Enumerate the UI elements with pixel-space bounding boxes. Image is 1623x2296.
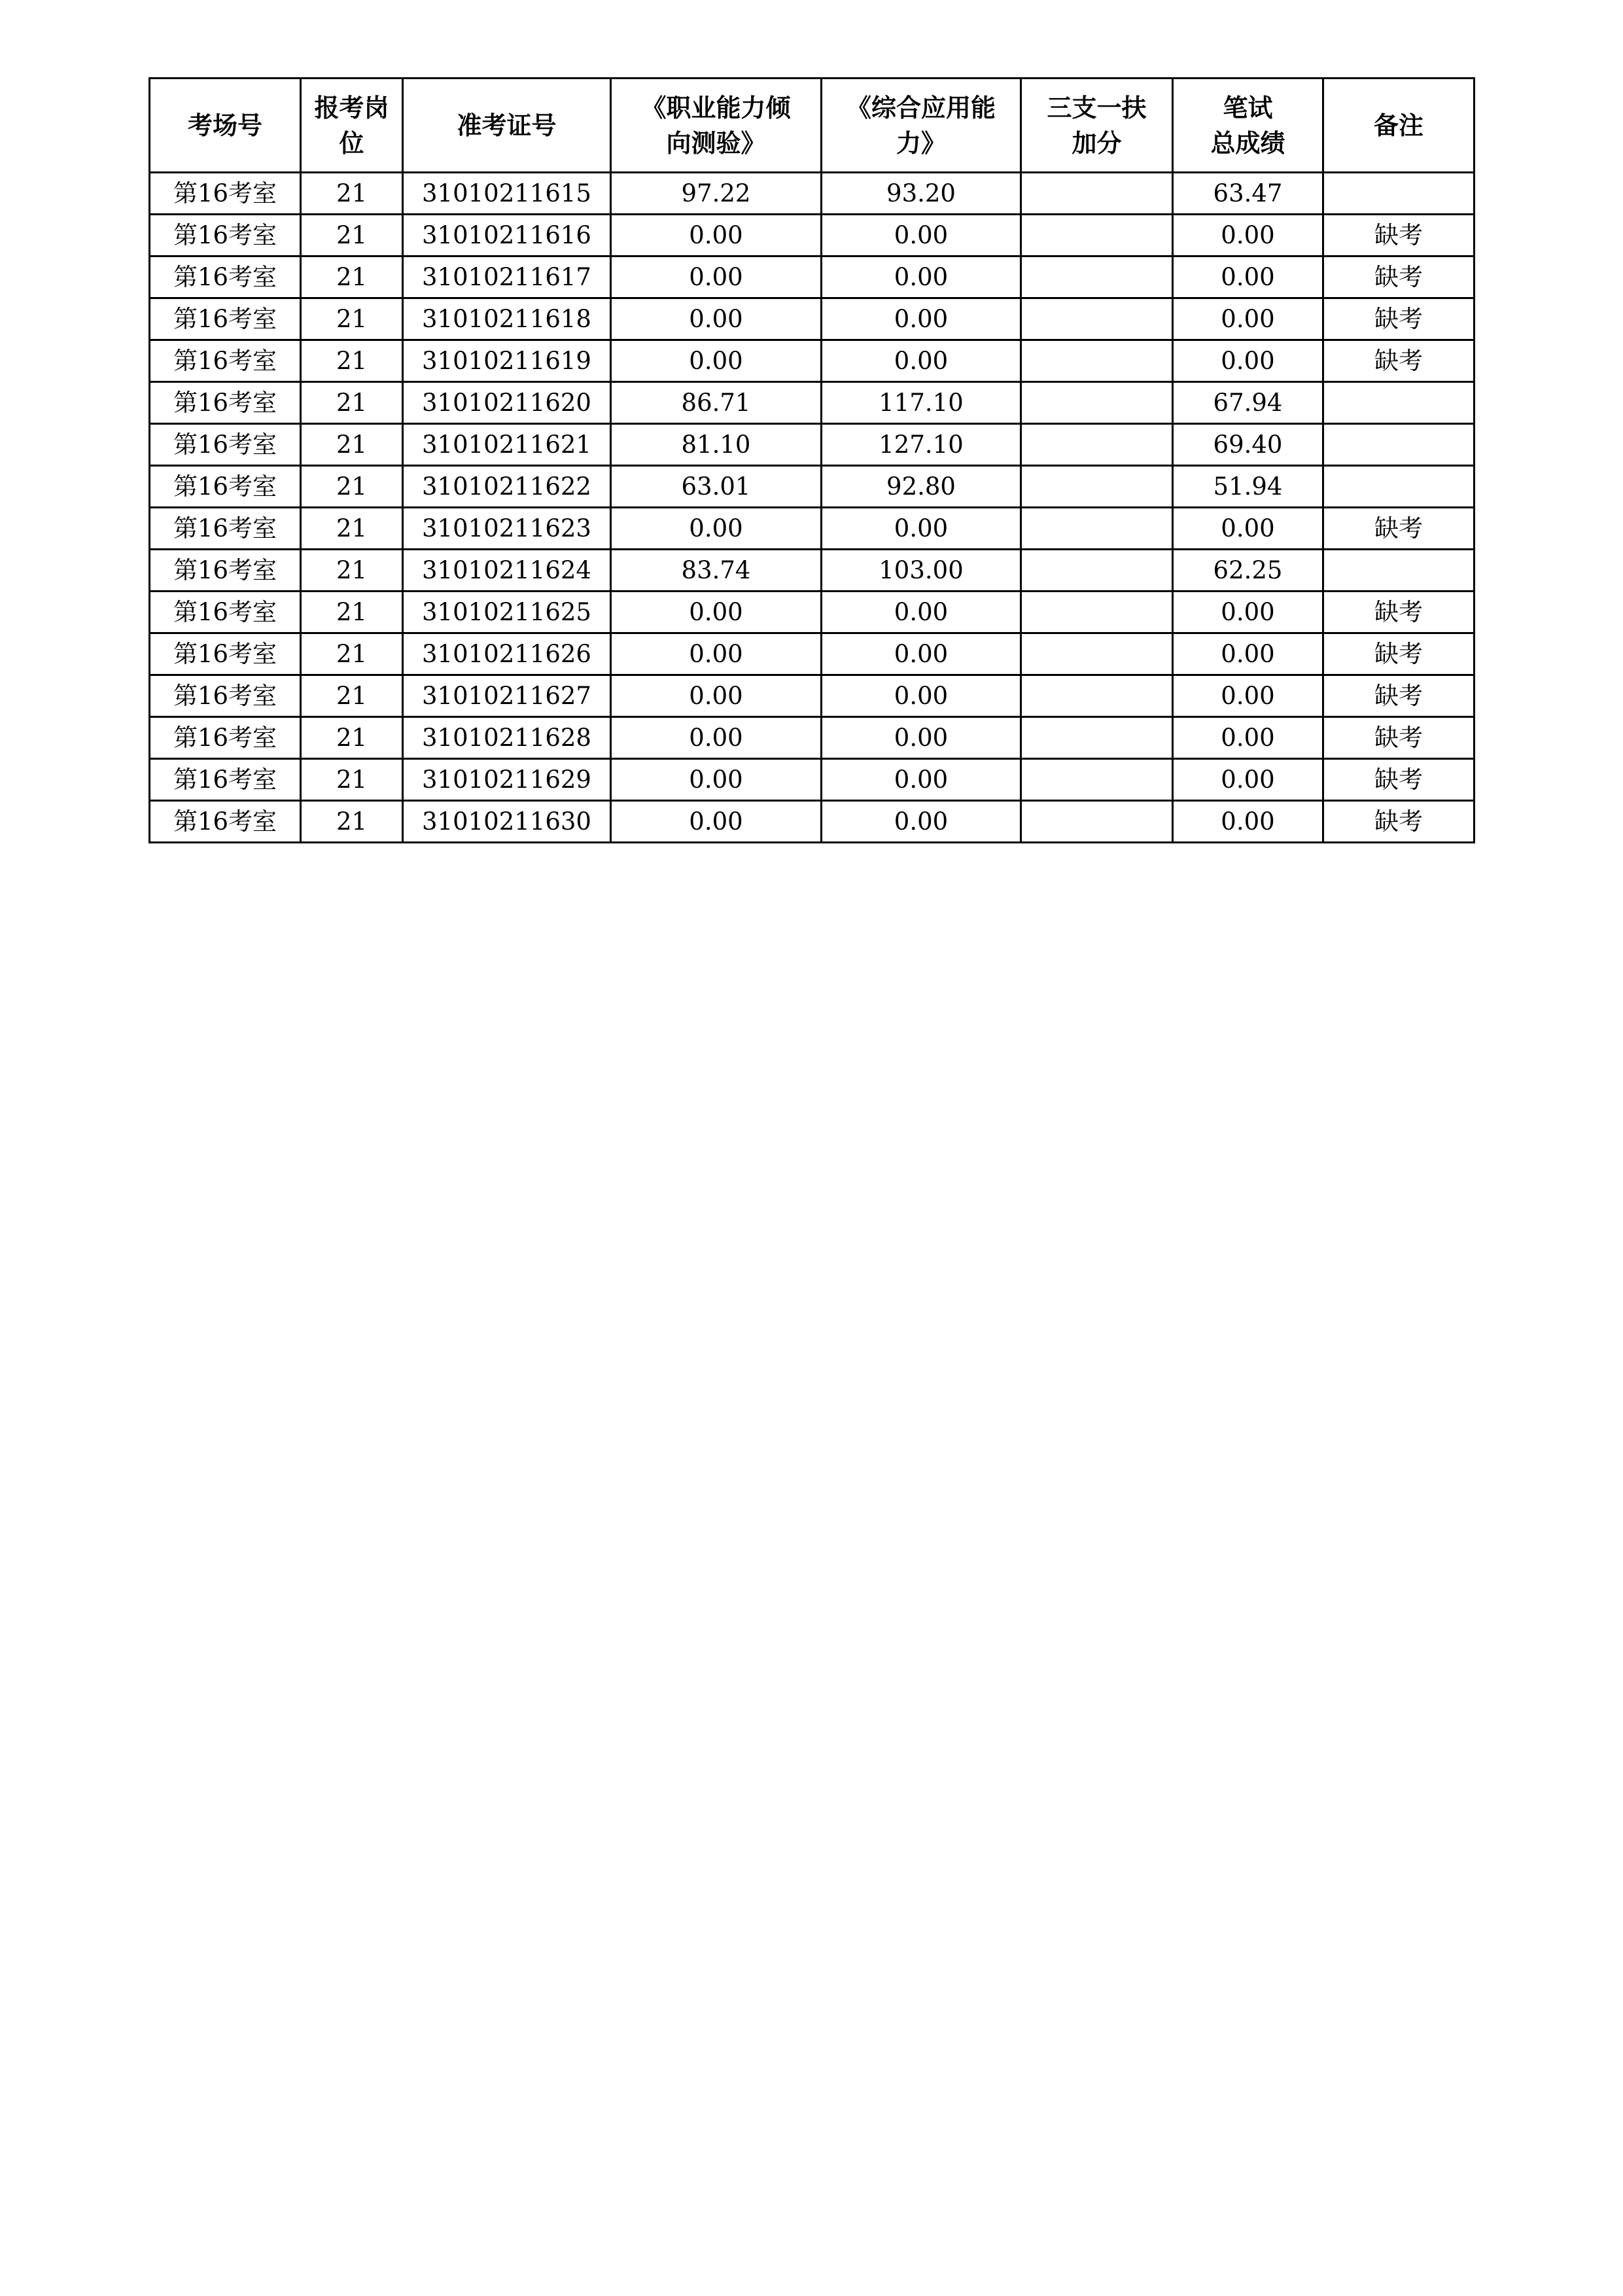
cell-ticket-number: 31010211623 <box>403 508 611 550</box>
cell-bonus-points <box>1021 759 1173 801</box>
cell-ticket-number: 31010211621 <box>403 424 611 466</box>
cell-ticket-number: 31010211616 <box>403 215 611 256</box>
cell-remarks: 缺考 <box>1323 592 1475 633</box>
cell-exam-room: 第16考室 <box>150 215 301 256</box>
table-row <box>150 717 1475 759</box>
cell-written-total: 63.47 <box>1173 173 1323 215</box>
cell-aptitude-score: 0.00 <box>611 717 822 759</box>
cell-applied-score: 0.00 <box>822 759 1021 801</box>
header-applied-ability-line: 力》 <box>896 128 946 158</box>
table-row <box>150 759 1475 801</box>
header-post-line: 位 <box>339 128 364 158</box>
cell-post: 21 <box>301 298 403 340</box>
cell-remarks: 缺考 <box>1323 633 1475 675</box>
header-post-line: 报考岗 <box>314 93 389 122</box>
cell-written-total: 0.00 <box>1173 340 1323 382</box>
cell-written-total: 0.00 <box>1173 675 1323 717</box>
cell-remarks: 缺考 <box>1323 675 1475 717</box>
cell-bonus-points <box>1021 215 1173 256</box>
table-row <box>150 298 1475 340</box>
cell-written-total: 69.40 <box>1173 424 1323 466</box>
cell-applied-score: 0.00 <box>822 340 1021 382</box>
cell-aptitude-score: 0.00 <box>611 759 822 801</box>
cell-post: 21 <box>301 592 403 633</box>
table-row <box>150 173 1475 215</box>
cell-written-total: 0.00 <box>1173 717 1323 759</box>
cell-aptitude-score: 0.00 <box>611 675 822 717</box>
header-aptitude-test <box>611 79 822 173</box>
cell-bonus-points <box>1021 801 1173 843</box>
table-row <box>150 633 1475 675</box>
table-row <box>150 256 1475 298</box>
cell-post: 21 <box>301 717 403 759</box>
cell-post: 21 <box>301 801 403 843</box>
header-written-total-line: 总成绩 <box>1210 128 1285 158</box>
cell-remarks: 缺考 <box>1323 759 1475 801</box>
table-row <box>150 675 1475 717</box>
cell-exam-room: 第16考室 <box>150 592 301 633</box>
cell-ticket-number: 31010211618 <box>403 298 611 340</box>
cell-ticket-number: 31010211629 <box>403 759 611 801</box>
cell-written-total: 0.00 <box>1173 508 1323 550</box>
exam-scores-table <box>148 77 1475 843</box>
header-aptitude-test-line: 《职业能力倾 <box>641 93 791 122</box>
table-row <box>150 508 1475 550</box>
cell-applied-score: 0.00 <box>822 215 1021 256</box>
cell-exam-room: 第16考室 <box>150 173 301 215</box>
cell-bonus-points <box>1021 466 1173 508</box>
cell-remarks: 缺考 <box>1323 508 1475 550</box>
header-written-total-line: 笔试 <box>1223 93 1273 122</box>
cell-bonus-points <box>1021 508 1173 550</box>
header-row <box>150 79 1475 173</box>
cell-exam-room: 第16考室 <box>150 633 301 675</box>
cell-written-total: 0.00 <box>1173 759 1323 801</box>
cell-exam-room: 第16考室 <box>150 675 301 717</box>
cell-written-total: 62.25 <box>1173 550 1323 592</box>
cell-written-total: 0.00 <box>1173 256 1323 298</box>
cell-aptitude-score: 0.00 <box>611 508 822 550</box>
cell-written-total: 0.00 <box>1173 298 1323 340</box>
cell-aptitude-score: 63.01 <box>611 466 822 508</box>
header-aptitude-test-line: 向测验》 <box>666 128 766 158</box>
cell-aptitude-score: 81.10 <box>611 424 822 466</box>
header-exam-room-line: 考场号 <box>187 111 262 140</box>
header-ticket-number <box>403 79 611 173</box>
score-sheet <box>148 77 1475 843</box>
cell-bonus-points <box>1021 382 1173 424</box>
cell-exam-room: 第16考室 <box>150 759 301 801</box>
cell-written-total: 0.00 <box>1173 801 1323 843</box>
cell-ticket-number: 31010211619 <box>403 340 611 382</box>
cell-ticket-number: 31010211627 <box>403 675 611 717</box>
table-body <box>150 173 1475 843</box>
cell-applied-score: 92.80 <box>822 466 1021 508</box>
cell-exam-room: 第16考室 <box>150 382 301 424</box>
cell-written-total: 0.00 <box>1173 633 1323 675</box>
table-row <box>150 215 1475 256</box>
cell-bonus-points <box>1021 675 1173 717</box>
cell-remarks: 缺考 <box>1323 298 1475 340</box>
table-header <box>150 79 1475 173</box>
cell-ticket-number: 31010211620 <box>403 382 611 424</box>
cell-aptitude-score: 83.74 <box>611 550 822 592</box>
cell-exam-room: 第16考室 <box>150 298 301 340</box>
cell-bonus-points <box>1021 633 1173 675</box>
header-remarks <box>1323 79 1475 173</box>
cell-written-total: 67.94 <box>1173 382 1323 424</box>
cell-post: 21 <box>301 675 403 717</box>
table-row <box>150 340 1475 382</box>
cell-applied-score: 0.00 <box>822 298 1021 340</box>
cell-applied-score: 0.00 <box>822 717 1021 759</box>
cell-bonus-points <box>1021 592 1173 633</box>
cell-ticket-number: 31010211624 <box>403 550 611 592</box>
cell-remarks: 缺考 <box>1323 717 1475 759</box>
cell-applied-score: 117.10 <box>822 382 1021 424</box>
header-ticket-number-line: 准考证号 <box>457 111 557 140</box>
cell-bonus-points <box>1021 173 1173 215</box>
cell-exam-room: 第16考室 <box>150 801 301 843</box>
cell-ticket-number: 31010211615 <box>403 173 611 215</box>
cell-applied-score: 127.10 <box>822 424 1021 466</box>
table-row <box>150 466 1475 508</box>
cell-aptitude-score: 0.00 <box>611 592 822 633</box>
cell-exam-room: 第16考室 <box>150 466 301 508</box>
cell-aptitude-score: 97.22 <box>611 173 822 215</box>
cell-remarks: 缺考 <box>1323 801 1475 843</box>
cell-remarks: 缺考 <box>1323 256 1475 298</box>
cell-post: 21 <box>301 256 403 298</box>
cell-exam-room: 第16考室 <box>150 424 301 466</box>
cell-ticket-number: 31010211617 <box>403 256 611 298</box>
table-row <box>150 550 1475 592</box>
cell-written-total: 51.94 <box>1173 466 1323 508</box>
header-written-total <box>1173 79 1323 173</box>
cell-applied-score: 0.00 <box>822 256 1021 298</box>
header-bonus-points <box>1021 79 1173 173</box>
cell-ticket-number: 31010211628 <box>403 717 611 759</box>
cell-aptitude-score: 0.00 <box>611 801 822 843</box>
cell-aptitude-score: 0.00 <box>611 215 822 256</box>
cell-remarks <box>1323 550 1475 592</box>
header-applied-ability <box>822 79 1021 173</box>
cell-exam-room: 第16考室 <box>150 340 301 382</box>
cell-ticket-number: 31010211630 <box>403 801 611 843</box>
cell-remarks <box>1323 466 1475 508</box>
cell-exam-room: 第16考室 <box>150 550 301 592</box>
cell-applied-score: 103.00 <box>822 550 1021 592</box>
cell-exam-room: 第16考室 <box>150 508 301 550</box>
cell-post: 21 <box>301 173 403 215</box>
cell-remarks <box>1323 382 1475 424</box>
cell-ticket-number: 31010211622 <box>403 466 611 508</box>
cell-remarks <box>1323 173 1475 215</box>
cell-post: 21 <box>301 550 403 592</box>
table-row <box>150 592 1475 633</box>
cell-exam-room: 第16考室 <box>150 256 301 298</box>
cell-bonus-points <box>1021 340 1173 382</box>
cell-post: 21 <box>301 759 403 801</box>
cell-post: 21 <box>301 466 403 508</box>
table-row <box>150 382 1475 424</box>
header-exam-room <box>150 79 301 173</box>
cell-written-total: 0.00 <box>1173 592 1323 633</box>
header-bonus-points-line: 三支一扶 <box>1047 93 1147 122</box>
cell-applied-score: 0.00 <box>822 801 1021 843</box>
table-row <box>150 801 1475 843</box>
cell-written-total: 0.00 <box>1173 215 1323 256</box>
cell-post: 21 <box>301 508 403 550</box>
header-remarks-line: 备注 <box>1373 111 1423 140</box>
cell-bonus-points <box>1021 424 1173 466</box>
cell-aptitude-score: 86.71 <box>611 382 822 424</box>
cell-bonus-points <box>1021 256 1173 298</box>
cell-applied-score: 0.00 <box>822 592 1021 633</box>
table-row <box>150 424 1475 466</box>
cell-ticket-number: 31010211625 <box>403 592 611 633</box>
cell-remarks <box>1323 424 1475 466</box>
cell-post: 21 <box>301 382 403 424</box>
cell-bonus-points <box>1021 550 1173 592</box>
cell-ticket-number: 31010211626 <box>403 633 611 675</box>
cell-aptitude-score: 0.00 <box>611 298 822 340</box>
cell-aptitude-score: 0.00 <box>611 256 822 298</box>
cell-post: 21 <box>301 215 403 256</box>
cell-bonus-points <box>1021 717 1173 759</box>
cell-bonus-points <box>1021 298 1173 340</box>
cell-remarks: 缺考 <box>1323 340 1475 382</box>
cell-applied-score: 0.00 <box>822 675 1021 717</box>
cell-applied-score: 0.00 <box>822 633 1021 675</box>
cell-applied-score: 0.00 <box>822 508 1021 550</box>
cell-remarks: 缺考 <box>1323 215 1475 256</box>
cell-post: 21 <box>301 340 403 382</box>
cell-applied-score: 93.20 <box>822 173 1021 215</box>
header-applied-ability-line: 《综合应用能 <box>846 93 996 122</box>
header-post <box>301 79 403 173</box>
cell-aptitude-score: 0.00 <box>611 340 822 382</box>
cell-post: 21 <box>301 424 403 466</box>
header-bonus-points-line: 加分 <box>1072 128 1122 158</box>
cell-post: 21 <box>301 633 403 675</box>
cell-exam-room: 第16考室 <box>150 717 301 759</box>
cell-aptitude-score: 0.00 <box>611 633 822 675</box>
